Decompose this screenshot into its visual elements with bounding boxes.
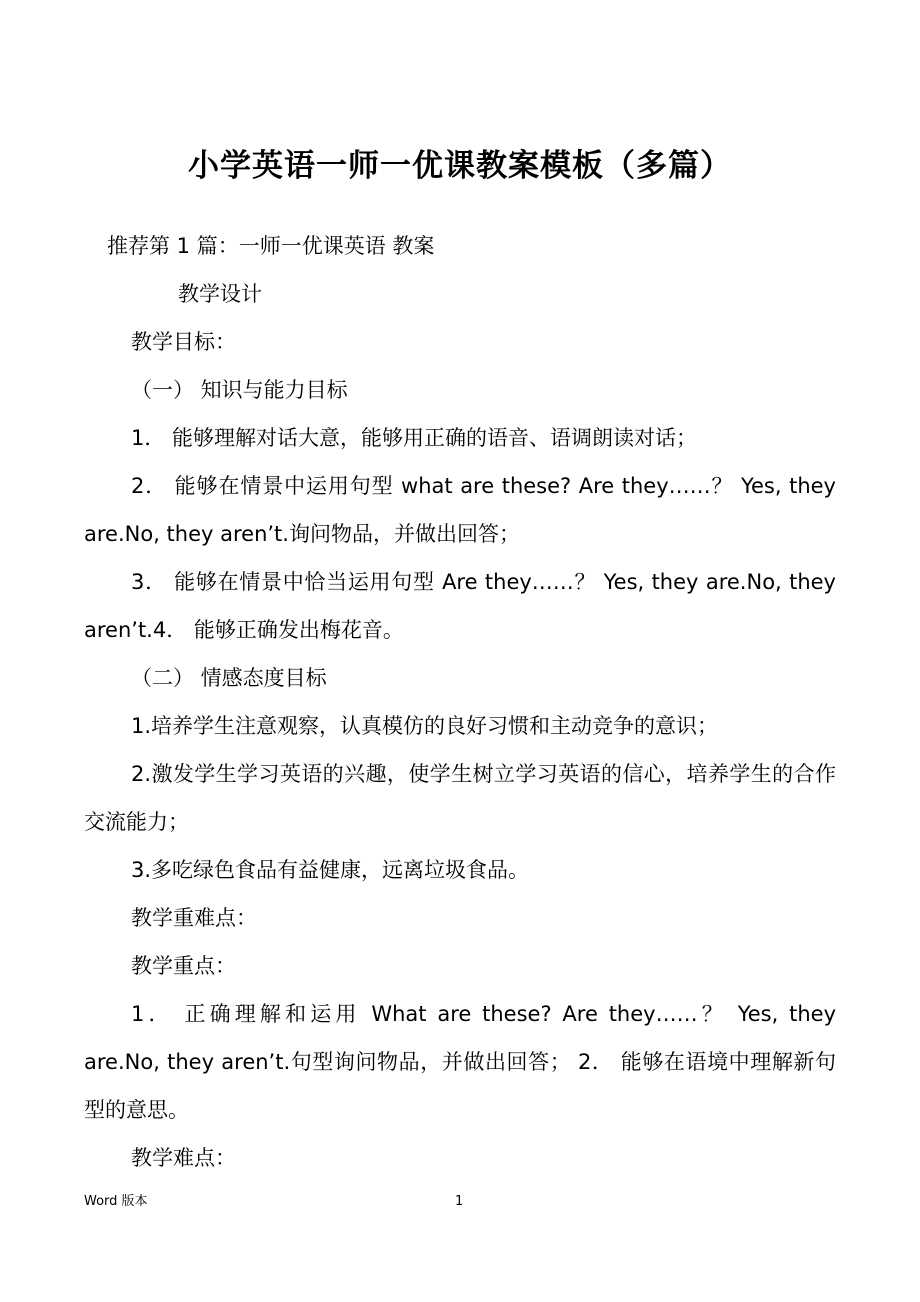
section-emotion-heading: （二） 情感态度目标 bbox=[131, 666, 327, 690]
key-points-heading: 教学重点： bbox=[131, 954, 236, 978]
key-difficult-heading: 教学重难点： bbox=[131, 906, 257, 930]
footer-word-version: Word 版本 bbox=[84, 1194, 148, 1209]
objective-item-2: 2． 能够在情景中运用句型 what are these? Are they……？ Yes, they are.No, they aren’t.询问物品，并做出回答； bbox=[84, 474, 836, 546]
recommend-line: 推荐第 1 篇：一师一优课英语 教案 bbox=[107, 234, 435, 258]
objective-item-1: 1． 能够理解对话大意，能够用正确的语音、语调朗读对话； bbox=[131, 426, 698, 450]
emotion-item-1: 1.培养学生注意观察，认真模仿的良好习惯和主动竞争的意识； bbox=[131, 714, 719, 738]
difficult-points-heading: 教学难点： bbox=[131, 1146, 236, 1170]
emotion-item-3: 3.多吃绿色食品有益健康，远离垃圾食品。 bbox=[131, 858, 530, 882]
footer-page-number: 1 bbox=[455, 1194, 464, 1209]
emotion-item-2: 2.激发学生学习英语的兴趣，使学生树立学习英语的信心，培养学生的合作交流能力； bbox=[84, 762, 836, 834]
objectives-heading: 教学目标： bbox=[131, 330, 236, 354]
objective-item-3: 3． 能够在情景中恰当运用句型 Are they……？ Yes, they are.No, they aren’t.4． 能够正确发出梅花音。 bbox=[84, 570, 836, 642]
design-heading: 教学设计 bbox=[178, 282, 262, 306]
key-point-item: 1． 正确理解和运用 What are these? Are they……？ Yes, they are.No, they aren’t.句型询问物品，并做出回答； 2． 能够在语境中理解新句型的意思。 bbox=[84, 1002, 836, 1122]
document-title: 小学英语一师一优课教案模板（多篇） bbox=[188, 148, 732, 184]
section-knowledge-heading: （一） 知识与能力目标 bbox=[131, 378, 348, 402]
